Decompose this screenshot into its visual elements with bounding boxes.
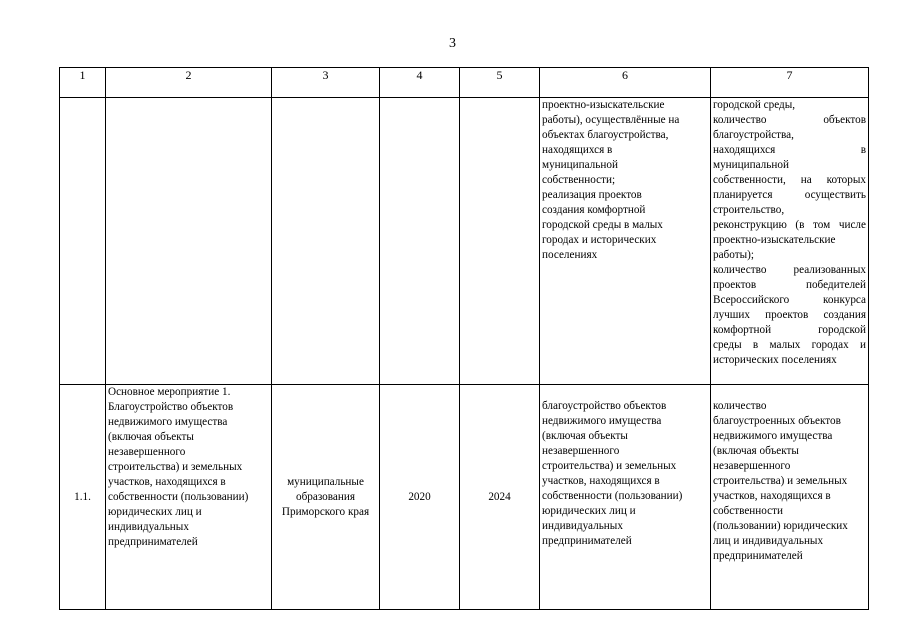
text-line: находящихся в xyxy=(713,144,866,156)
text-line: городской среды в малых xyxy=(542,219,663,231)
text-line: благоустройства, xyxy=(713,129,794,141)
text-line: собственности (пользовании) xyxy=(108,491,249,503)
text-line: комфортной городской xyxy=(713,324,866,336)
text-line: предпринимателей xyxy=(713,550,803,562)
text-line: Основное мероприятие 1. xyxy=(108,386,231,398)
text-line: планируется осуществить xyxy=(713,189,866,201)
table-row-1-1 xyxy=(60,385,869,610)
text-line: муниципальной xyxy=(713,159,789,171)
cell-empty xyxy=(60,98,106,385)
header-cell-7: 7 xyxy=(711,68,869,98)
text-line: индивидуальных xyxy=(542,520,623,532)
text-line: собственности (пользовании) xyxy=(542,490,683,502)
result-cell xyxy=(540,385,711,610)
text-line: незавершенного xyxy=(542,445,620,457)
text-line: собственности xyxy=(713,505,783,517)
text-line: проектно-изыскательские xyxy=(713,234,836,246)
text-line: (включая объекты xyxy=(108,431,194,443)
text-line: количество объектов xyxy=(713,114,866,126)
header-cell-5: 5 xyxy=(460,68,540,98)
text-line: юридических лиц и xyxy=(542,505,636,517)
text-line: проектов победителей xyxy=(713,279,866,291)
text-line: Всероссийского конкурса xyxy=(713,294,866,306)
data-table xyxy=(59,67,869,610)
text-line: работы), осуществлённые на xyxy=(542,114,680,126)
cell-empty xyxy=(272,98,380,385)
text-line: недвижимого имущества xyxy=(542,415,662,427)
text-line: лучших проектов создания xyxy=(713,309,866,321)
text-line: муниципальной xyxy=(542,159,618,171)
text-line: количество реализованных xyxy=(713,264,866,276)
text-line: строительства) и земельных xyxy=(108,461,243,473)
text-line: собственности; xyxy=(542,174,616,186)
indicator-cell xyxy=(711,385,869,610)
text-line: находящихся в xyxy=(542,144,613,156)
end-year-cell: 2024 xyxy=(460,385,540,610)
text-line: проектно-изыскательские xyxy=(542,99,665,111)
text-line: участков, находящихся в xyxy=(542,475,660,487)
text-line: образования xyxy=(295,490,355,503)
text-line: предпринимателей xyxy=(542,535,632,547)
text-line: благоустроенных объектов xyxy=(713,415,841,427)
cell-empty xyxy=(380,98,460,385)
header-row xyxy=(60,68,869,98)
text-line: городской среды, xyxy=(713,99,796,111)
text-line: Благоустройство объектов xyxy=(108,401,234,413)
start-year-cell: 2020 xyxy=(380,385,460,610)
activity-name-cell xyxy=(106,385,272,610)
text-line: количество xyxy=(713,400,767,412)
text-line: (пользовании) юридических xyxy=(713,520,848,532)
text-line: объектах благоустройства, xyxy=(542,129,669,141)
text-line: недвижимого имущества xyxy=(713,430,833,442)
header-cell-3: 3 xyxy=(272,68,380,98)
cell-empty xyxy=(106,98,272,385)
cont-col6-cell xyxy=(540,98,711,385)
text-line: участков, находящихся в xyxy=(713,490,831,502)
page-number: 3 xyxy=(449,36,456,51)
text-line: среды в малых городах и xyxy=(713,339,866,351)
row-number-cell: 1.1. xyxy=(60,385,106,610)
text-line: незавершенного xyxy=(108,446,186,458)
text-line: поселениях xyxy=(542,249,598,261)
text-line: предпринимателей xyxy=(108,536,198,548)
table-row-continuation xyxy=(60,98,869,385)
executor-cell xyxy=(272,385,380,610)
text-line: индивидуальных xyxy=(108,521,189,533)
text-line: исторических поселениях xyxy=(713,354,837,366)
text-line: строительства) и земельных xyxy=(713,475,848,487)
header-cell-6: 6 xyxy=(540,68,711,98)
header-cell-2: 2 xyxy=(106,68,272,98)
text-line: недвижимого имущества xyxy=(108,416,228,428)
text-line: муниципальные xyxy=(287,475,364,488)
text-line: городах и исторических xyxy=(542,234,657,246)
text-line: незавершенного xyxy=(713,460,791,472)
text-line: реализация проектов xyxy=(542,189,642,201)
header-cell-1: 1 xyxy=(60,68,106,98)
text-line: собственности, на которых xyxy=(713,174,866,186)
cell-empty xyxy=(460,98,540,385)
text-line: лиц и индивидуальных xyxy=(713,535,824,547)
text-line: юридических лиц и xyxy=(108,506,202,518)
text-line: строительства) и земельных xyxy=(542,460,677,472)
text-line: благоустройство объектов xyxy=(542,400,667,412)
text-line: строительство, xyxy=(713,204,785,216)
text-line: (включая объекты xyxy=(542,430,628,442)
text-line: участков, находящихся в xyxy=(108,476,226,488)
text-line: (включая объекты xyxy=(713,445,799,457)
cont-col7-cell xyxy=(711,98,869,385)
text-line: реконструкцию (в том числе xyxy=(713,219,866,231)
text-line: создания комфортной xyxy=(542,204,646,216)
text-line: Приморского края xyxy=(281,505,370,518)
text-line: работы); xyxy=(713,249,754,261)
header-cell-4: 4 xyxy=(380,68,460,98)
